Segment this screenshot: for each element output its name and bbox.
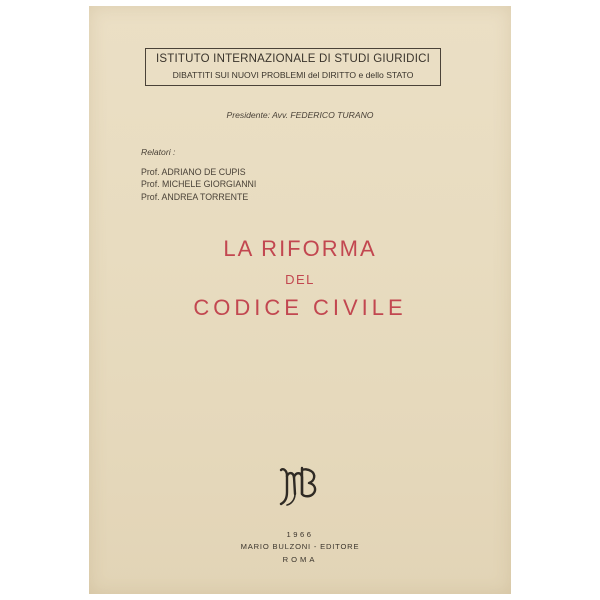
relatore-name: Prof. MICHELE GIORGIANNI bbox=[141, 179, 257, 190]
publisher-monogram-svg bbox=[275, 464, 325, 508]
relatori-label: Relatori : bbox=[141, 147, 176, 157]
publisher-monogram-icon bbox=[275, 464, 325, 508]
institute-name: ISTITUTO INTERNAZIONALE DI STUDI GIURIDICI bbox=[156, 53, 430, 65]
publication-city: ROMA bbox=[282, 555, 318, 564]
book-cover bbox=[89, 6, 511, 594]
institute-subtitle: DIBATTITI SUI NUOVI PROBLEMI del DIRITTO e dello STATO bbox=[172, 70, 414, 80]
relatori-list bbox=[141, 166, 256, 203]
relatore-name: Prof. ADRIANO DE CUPIS bbox=[141, 167, 246, 177]
book-title-line-3: CODICE CIVILE bbox=[193, 295, 407, 320]
book-title-line-1: LA RIFORMA bbox=[223, 236, 377, 261]
publication-year: 1966 bbox=[286, 530, 314, 539]
book-title-line-2: DEL bbox=[285, 272, 315, 287]
relatore-name: Prof. ANDREA TORRENTE bbox=[141, 191, 249, 202]
institute-header-box bbox=[145, 48, 441, 86]
president-line: Presidente: Avv. FEDERICO TURANO bbox=[226, 110, 374, 120]
publisher-name: MARIO BULZONI - EDITORE bbox=[240, 542, 360, 551]
